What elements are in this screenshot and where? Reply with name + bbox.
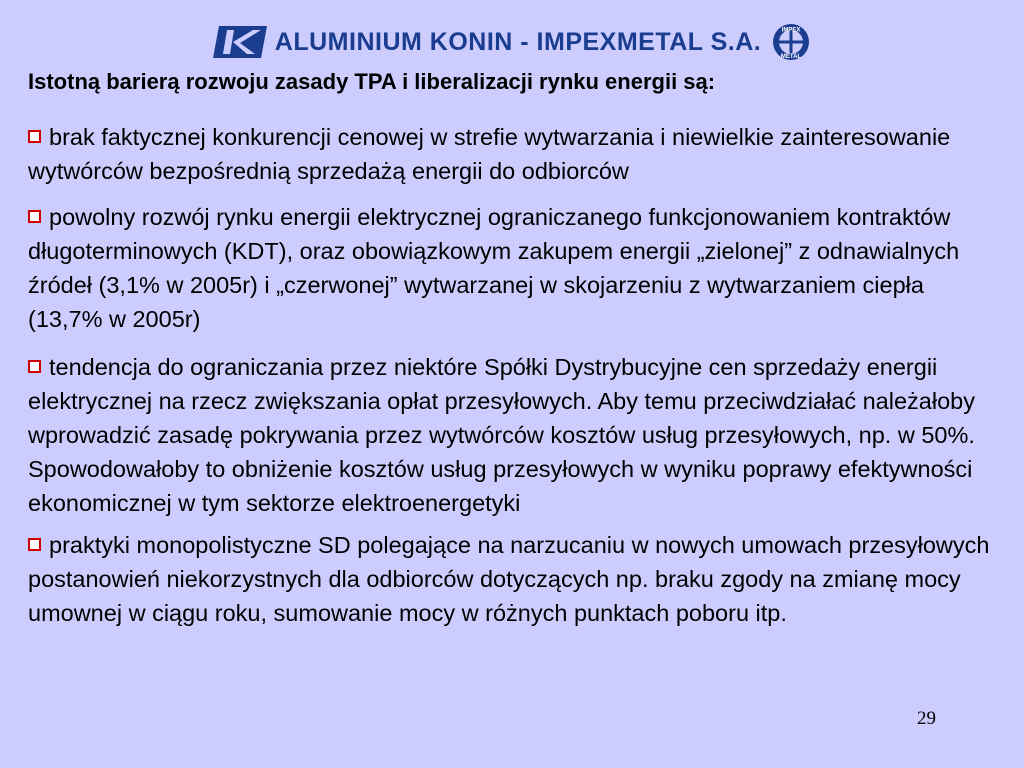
konin-k-logo-icon (213, 24, 269, 60)
seal-text-bottom: METAL (781, 54, 802, 60)
bullet-item (28, 200, 998, 336)
red-square-bullet-icon (28, 210, 41, 223)
slide-heading: Istotną barierą rozwoju zasady TPA i liberalizacji rynku energii są: (28, 69, 716, 94)
page-number: 29 (917, 708, 936, 729)
bullet-text: tendencja do ograniczania przez niektóre Spółki Dystrybucyjne cen sprzedaży energii elektrycznej na rzecz zwiększania opłat przesyłowych. Aby temu przeciwdziałać należałoby wprowadzić zasadę pokrywania przez wytwórców kosztów usług przesyłowych, np. w 50%. Spowodowałoby to obniżenie kosztów usług przesyłowych w wyniku poprawy efektywności ekonomicznej w tym sektorze elektroenergetyki (28, 354, 975, 516)
slide-header (0, 22, 1024, 62)
bullet-text: brak faktycznej konkurencji cenowej w strefie wytwarzania i niewielkie zainteresowanie wytwórców bezpośrednią sprzedażą energii do odbiorców (28, 124, 951, 184)
red-square-bullet-icon (28, 538, 41, 551)
company-name: ALUMINIUM KONIN - IMPEXMETAL S.A. (274, 27, 762, 56)
bullet-text: praktyki monopolistyczne SD polegające na narzucaniu w nowych umowach przesyłowych postanowień niekorzystnych dla odbiorców dotyczących np. braku zgody na zmianę mocy umownej w ciągu roku, sumowanie mocy w różnych punktach poboru itp. (28, 532, 990, 626)
red-square-bullet-icon (28, 360, 41, 373)
bullet-item (28, 120, 998, 188)
bullet-list (28, 120, 998, 642)
red-square-bullet-icon (28, 130, 41, 143)
bullet-item (28, 528, 998, 630)
impexmetal-seal-icon (771, 22, 811, 62)
bullet-item (28, 350, 998, 520)
seal-text-top: IMPEX (781, 27, 801, 34)
bullet-text: powolny rozwój rynku energii elektrycznej ograniczanego funkcjonowaniem kontraktów długoterminowych (KDT), oraz obowiązkowym zakupem energii „zielonej” z odnawialnych źródeł (3,1% w 2005r) i „czerwonej” wytwarzanej w skojarzeniu z wytwarzaniem ciepła (13,7% w 2005r) (28, 204, 960, 332)
